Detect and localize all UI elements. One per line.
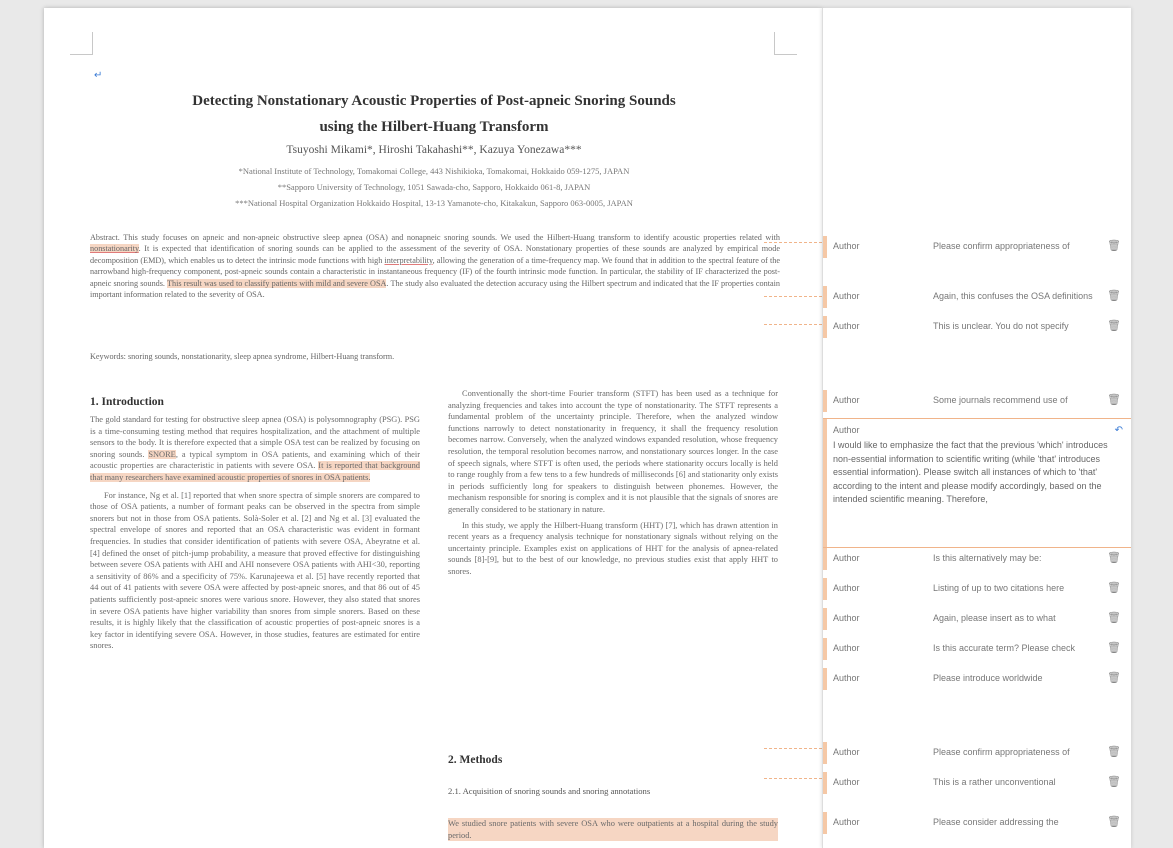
comment-body: I would like to emphasize the fact that the previous 'which' introduces non-essential information to scientific writing (while 'that' introduces essential information). Please switch all instances of which to 'that' according to the intent and please modify accordingly, based on the intended scientific meaning. Therefore,: [833, 440, 1108, 504]
comment-text: Please confirm appropriateness of: [933, 241, 1070, 251]
comment-author: Author: [833, 395, 860, 405]
comment-text: Again, please insert as to what: [933, 613, 1056, 623]
paper-title-line-2: using the Hilbert-Huang Transform: [319, 119, 549, 135]
comment-delete-icon[interactable]: 🗑: [1107, 776, 1121, 788]
intro-highlight[interactable]: It is reported that background that many researchers have examined acoustic properties of snores in OSA patients.: [90, 461, 420, 482]
comment-text: Is this accurate term? Please check: [933, 643, 1076, 653]
comment-author: Author: [833, 425, 860, 435]
comment-text: Please introduce worldwide: [933, 673, 1043, 683]
comment-author: Author: [833, 321, 860, 331]
comment-author: Author: [833, 583, 860, 593]
methods-subheading: 2.1. Acquisition of snoring sounds and snoring annotations: [448, 786, 651, 796]
comment-delete-icon[interactable]: 🗑: [1107, 290, 1121, 302]
keywords: Keywords: snoring sounds, nonstationarity, sleep apnea syndrome, Hilbert-Huang transform.: [90, 352, 395, 361]
comment-delete-icon[interactable]: 🗑: [1107, 816, 1121, 828]
crop-mark-top-left: [70, 32, 93, 55]
intro-highlight[interactable]: SNORE: [148, 449, 176, 459]
abstract-text: . The study also evaluated the detection accuracy using the Hilbert spectrum and indicated that the IF properties contain important information related to the severity of OSA.: [90, 278, 780, 300]
comment-delete-icon[interactable]: 🗑: [1107, 320, 1121, 332]
abstract-underline[interactable]: interpretability: [384, 255, 433, 265]
comment-author: Author: [833, 777, 860, 787]
affiliation-2: **Sapporo University of Technology, 1051 Sawada-cho, Sapporo, Hokkaido 061-8, JAPAN: [277, 182, 591, 192]
paper-authors: Tsuyoshi Mikami*, Hiroshi Takahashi**, Kazuya Yonezawa***: [286, 144, 582, 156]
abstract-text: Abstract. This study focuses on apneic and non-apneic obstructive sleep apnea (OSA) and nonapneic snoring sounds. We used the Hilbert-Huang transform to identify acoustic properties related with: [90, 233, 780, 242]
reply-icon[interactable]: ↶: [1114, 425, 1123, 436]
comment-author: Author: [833, 817, 860, 827]
comment-balloon[interactable]: [823, 772, 1131, 794]
intro-left-column: [90, 414, 420, 652]
abstract-text: . It is expected that identification of snoring sounds can be applied to the assessment of the severity of OSA. Nonstationary properties of these sounds are analyzed by empirical mode decomposition (EMD), which enables us to detect the intrinsic mode functions with high: [90, 244, 780, 265]
comment-connector: [764, 748, 822, 749]
comment-balloon[interactable]: [823, 742, 1131, 764]
comment-text: Some journals recommend use of: [933, 395, 1068, 405]
comment-author: Author: [833, 673, 860, 683]
abstract-highlight[interactable]: This result was used to classify patients with mild and severe OSA: [166, 278, 387, 288]
comment-delete-icon[interactable]: 🗑: [1107, 552, 1121, 564]
comment-delete-icon[interactable]: 🗑: [1107, 746, 1121, 758]
comment-delete-icon[interactable]: 🗑: [1107, 612, 1121, 624]
affiliation-3: ***National Hospital Organization Hokkaido Hospital, 13-13 Yamanote-cho, Kitakakun, Sapporo 063-0005, JAPAN: [235, 198, 633, 208]
comment-balloon[interactable]: [823, 578, 1131, 600]
comment-expanded[interactable]: [823, 418, 1131, 548]
comment-delete-icon[interactable]: 🗑: [1107, 642, 1121, 654]
comment-balloon[interactable]: [823, 286, 1131, 308]
comment-delete-icon[interactable]: 🗑: [1107, 240, 1121, 252]
paragraph-mark-icon: ↵: [94, 70, 103, 81]
methods-heading: 2. Methods: [448, 754, 503, 766]
comment-balloon[interactable]: [823, 548, 1131, 570]
comment-balloon[interactable]: [823, 638, 1131, 660]
comment-connector: [764, 296, 822, 297]
comment-delete-icon[interactable]: 🗑: [1107, 394, 1121, 406]
abstract: [90, 232, 780, 300]
comment-connector: [764, 324, 822, 325]
comment-balloon[interactable]: [823, 316, 1131, 338]
comment-text: Please confirm appropriateness of: [933, 747, 1070, 757]
comment-author: Author: [833, 643, 860, 653]
comment-author: Author: [833, 747, 860, 757]
comment-balloon[interactable]: [823, 668, 1131, 690]
intro-right-paragraph-1: Conventionally the short-time Fourier transform (STFT) has been used as a technique for analyzing frequencies and takes into account the type of nonstationarity. The STFT represents a fundamental problem of the uncertainty principle. Therefore, when the analyzed window functions narrowly to detect nonstationarity in frequency, it shall the frequency resolution becomes narrow. Conversely, when the analyzed windows expanded resolution, whose frequency resolution, the temporal resolution becomes narrow, and nonstationary sources longer. In the case of speech signals, where STFT is often used, the periods where stationarity occurs locally is held to range roughly from a few tens to a few hundreds of milliseconds [6] and stationarity only exists in periods sufficiently long for speakers to distinguish between phonemes. However, the mechanism responsible for snoring is complex and it is not plausible that the signals of snores are generally considered to be stationary in nature.: [448, 389, 778, 514]
methods-paragraph: We studied snore patients with severe OSA who were outpatients at a hospital during the study period.: [448, 819, 778, 840]
comment-balloon[interactable]: [823, 236, 1131, 258]
paper-title-line-1: Detecting Nonstationary Acoustic Properties of Post-apneic Snoring Sounds: [192, 93, 676, 109]
comment-author: Author: [833, 291, 860, 301]
comment-author: Author: [833, 553, 860, 563]
comment-text: Please consider addressing the: [933, 817, 1059, 827]
comment-text: Is this alternatively may be:: [933, 553, 1042, 563]
intro-text: The gold standard for testing for obstructive sleep apnea (OSA) is polysomnography (PSG). PSG is a time-consuming testing method that requires hospitalization, and the attachment of multiple sensors to the body. It is therefore expected that a simple OSA test can be realized by focusing on snoring sounds.: [90, 415, 420, 459]
crop-mark-top-right: [774, 32, 797, 55]
comment-text: Listing of up to two citations here: [933, 583, 1065, 593]
comment-text: Again, this confuses the OSA definitions: [933, 291, 1093, 301]
comment-balloon[interactable]: [823, 608, 1131, 630]
comment-delete-icon[interactable]: 🗑: [1107, 672, 1121, 684]
abstract-highlight[interactable]: nonstationarity: [90, 244, 139, 254]
intro-right-column: [448, 388, 778, 578]
abstract-text: , allowing the generation of a time-frequency map. We found that in addition to the spectral feature of the narrowband high-frequency component, post-apneic sounds contain a characteristic in instantaneous frequency (IF) of the fourth intrinsic mode function. In particular, the stability of IF characterized the post-apneic snoring sounds.: [90, 255, 780, 288]
intro-right-paragraph-2: In this study, we apply the Hilbert-Huang transform (HHT) [7], which has drawn attention in recent years as a frequency analysis technique for nonstationary signals without relying on the uncertainty principle. Examples exist on applications of HHT for the analysis of apnea-related sounds [8]-[9], but to the best of our knowledge, no previous studies exist that apply HHT to snores.: [448, 520, 778, 576]
comment-text: This is unclear. You do not specify: [933, 321, 1069, 331]
comment-author: Author: [833, 241, 860, 251]
affiliation-1: *National Institute of Technology, Tomakomai College, 443 Nishikioka, Tomakomai, Hokkaido 059-1275, JAPAN: [238, 166, 630, 176]
comment-text: This is a rather unconventional: [933, 777, 1056, 787]
comment-author: Author: [833, 613, 860, 623]
comment-balloon[interactable]: [823, 390, 1131, 412]
intro-paragraph-2: For instance, Ng et al. [1] reported that when snore spectra of simple snorers are compared to those of OSA patients, a number of formant peaks can be observed in the spectra from simple snorers but not in those from OSA patients. Solà-Soler et al. [2] and Ng et al. [3] evaluated the spectral envelope of snores and reported that an OSA characteristic was evident in formant frequencies. In studies that consider identification of patients with severe OSA, Abeyratne et al. [4] defined the onset of pitch-jump probability, a measure that proved effective for distinguishing between severe OSA patients with AHI and AHI nonsevere OSA patients with AHI<30, reporting a sensitivity of 86% and a specificity of 75%. Karunajeewa et al. [5] have recently reported that 44 out of 41 patients with severe OSA were affected by post-apneic snores, and that 86 out of 45 patients sufficiently post-apneic snores were various snore. However, they also stated that snores in severe OSA patients have higher variability than snores from simple snorers. Based on these results, it is highly likely that the classification of acoustic properties of post-apneic snores is a key factor in identifying severe OSA. However, in those studies, features are estimated for entire snores.: [90, 490, 420, 651]
comment-connector: [764, 778, 822, 779]
comment-delete-icon[interactable]: 🗑: [1107, 582, 1121, 594]
comment-balloon[interactable]: [823, 812, 1131, 834]
introduction-heading: 1. Introduction: [90, 396, 164, 408]
markup-pane: [822, 8, 1131, 848]
document-page: [44, 8, 822, 848]
intro-text: , a typical symptom in OSA patients, and examining which of their acoustic properties are characteristic in patients with severe OSA.: [90, 449, 420, 471]
comment-connector: [764, 242, 822, 243]
